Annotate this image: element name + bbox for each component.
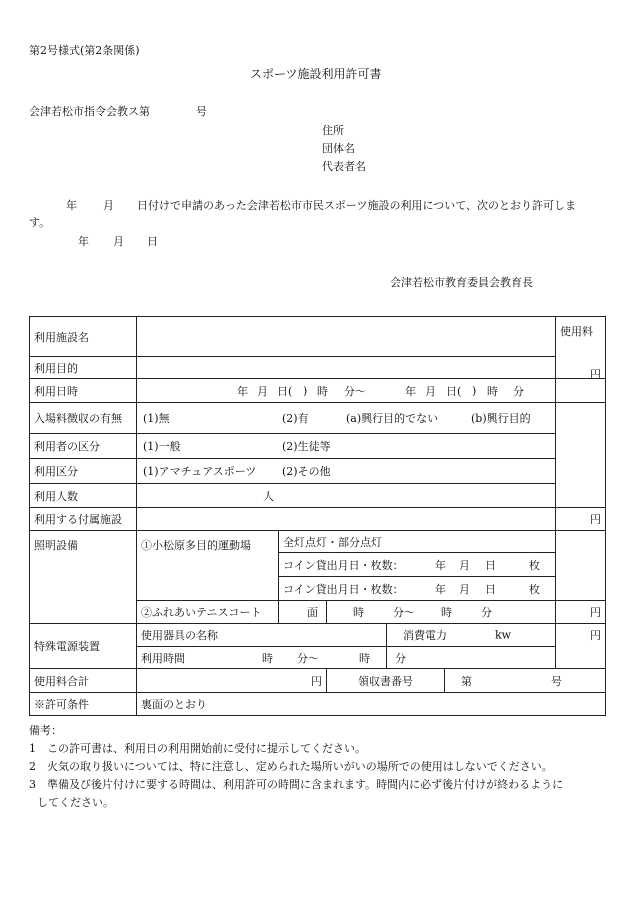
tennis-time: 時 分～ 時 分: [327, 601, 556, 624]
power-consumption: 消費電力 kw: [387, 624, 556, 647]
purpose-label: 利用目的: [30, 357, 137, 379]
facility-name-label: 利用施設名: [30, 317, 137, 357]
conditions-value: 裏面のとおり: [137, 693, 606, 716]
note-item-continuation: してください。: [37, 796, 114, 809]
use-category-value: (1)アマチュアスポーツ (2)その他: [137, 459, 556, 484]
purpose-value: [137, 357, 556, 379]
ancillary-yen: 円: [556, 508, 606, 531]
receipt-number-label: 領収書番号: [327, 669, 445, 693]
lighting-fee-blank: [556, 531, 606, 601]
fee-blank: [556, 403, 606, 508]
note-item: 2 火気の取り扱いについては、特に注意し、定められた場所いがいの場所での使用はしないでください。: [29, 760, 553, 773]
datetime-value: 年 月 日( ) 時 分～ 年 月 日( ) 時 分: [137, 379, 556, 403]
body-text-end: す。: [29, 216, 51, 229]
notes: [29, 722, 609, 812]
usage-time-blank: [387, 647, 556, 669]
admission-fee-value: (1)無 (2)有 (a)興行目的でない (b)興行目的: [137, 403, 556, 434]
lighting-venue-1: ①小松原多目的運動場: [137, 531, 279, 601]
group-name-label: 団体名: [322, 142, 355, 155]
lighting-mode: 全灯点灯・部分点灯: [279, 531, 556, 553]
issuer: 会津若松市教育委員会教育長: [390, 276, 533, 289]
ancillary-value: [137, 508, 556, 531]
equipment-name-label: 使用器具の名称: [137, 624, 387, 647]
date-year: 年: [78, 235, 89, 248]
fee-label: 使用料: [556, 317, 606, 379]
user-count-label: 利用人数: [30, 484, 137, 508]
document-number: 会津若松市指令会教ス第: [29, 105, 150, 118]
receipt-number-value: 第 号: [445, 669, 606, 693]
note-item: 3 準備及び後片付けに要する時間は、利用許可の時間に含まれます。時間内に必ず後片付けが終わるように: [29, 778, 564, 791]
admission-fee-label: 入場料徴収の有無: [30, 403, 137, 434]
body-month: 月: [103, 199, 114, 212]
total-fee-yen: 円: [137, 669, 327, 693]
usage-time: 利用時間 時 分～ 時 分: [137, 647, 387, 669]
document-title: スポーツ施設利用許可書: [250, 67, 382, 81]
date-month: 月: [113, 235, 124, 248]
form-number: 第2号様式(第2条関係): [29, 44, 140, 57]
body-text: 日付けで申請のあった会津若松市市民スポーツ施設の利用について、次のとおり許可しま: [137, 199, 577, 212]
document-number-suffix: 号: [196, 105, 207, 118]
coin-row-1: コイン貸出月日・枚数： 年 月 日 枚: [279, 553, 556, 577]
coin-row-2: コイン貸出月日・枚数： 年 月 日 枚: [279, 577, 556, 601]
facility-name-value: [137, 317, 556, 357]
notes-title: 備考：: [29, 724, 62, 737]
user-count-value: 人: [137, 484, 556, 508]
lighting-label: 照明設備: [30, 531, 137, 624]
total-fee-label: 使用料合計: [30, 669, 137, 693]
body-year: 年: [66, 199, 77, 212]
lighting-venue-2: ②ふれあいテニスコート: [137, 601, 279, 624]
representative-label: 代表者名: [322, 160, 366, 173]
tennis-surfaces: 面: [279, 601, 327, 624]
power-yen: 円: [556, 624, 606, 669]
special-power-label: 特殊電源装置: [30, 624, 137, 669]
conditions-label: ※許可条件: [30, 693, 137, 716]
permit-table: [29, 316, 606, 716]
address-label: 住所: [322, 124, 344, 137]
user-category-label: 利用者の区分: [30, 434, 137, 459]
tennis-yen: 円: [556, 601, 606, 624]
note-item: 1 この許可書は、利用日の利用開始前に受付に提示してください。: [29, 742, 366, 755]
fee-yen: 円: [556, 379, 606, 403]
date-day: 日: [147, 235, 158, 248]
ancillary-label: 利用する付属施設: [30, 508, 137, 531]
use-category-label: 利用区分: [30, 459, 137, 484]
user-category-value: (1)一般 (2)生徒等: [137, 434, 556, 459]
datetime-label: 利用日時: [30, 379, 137, 403]
